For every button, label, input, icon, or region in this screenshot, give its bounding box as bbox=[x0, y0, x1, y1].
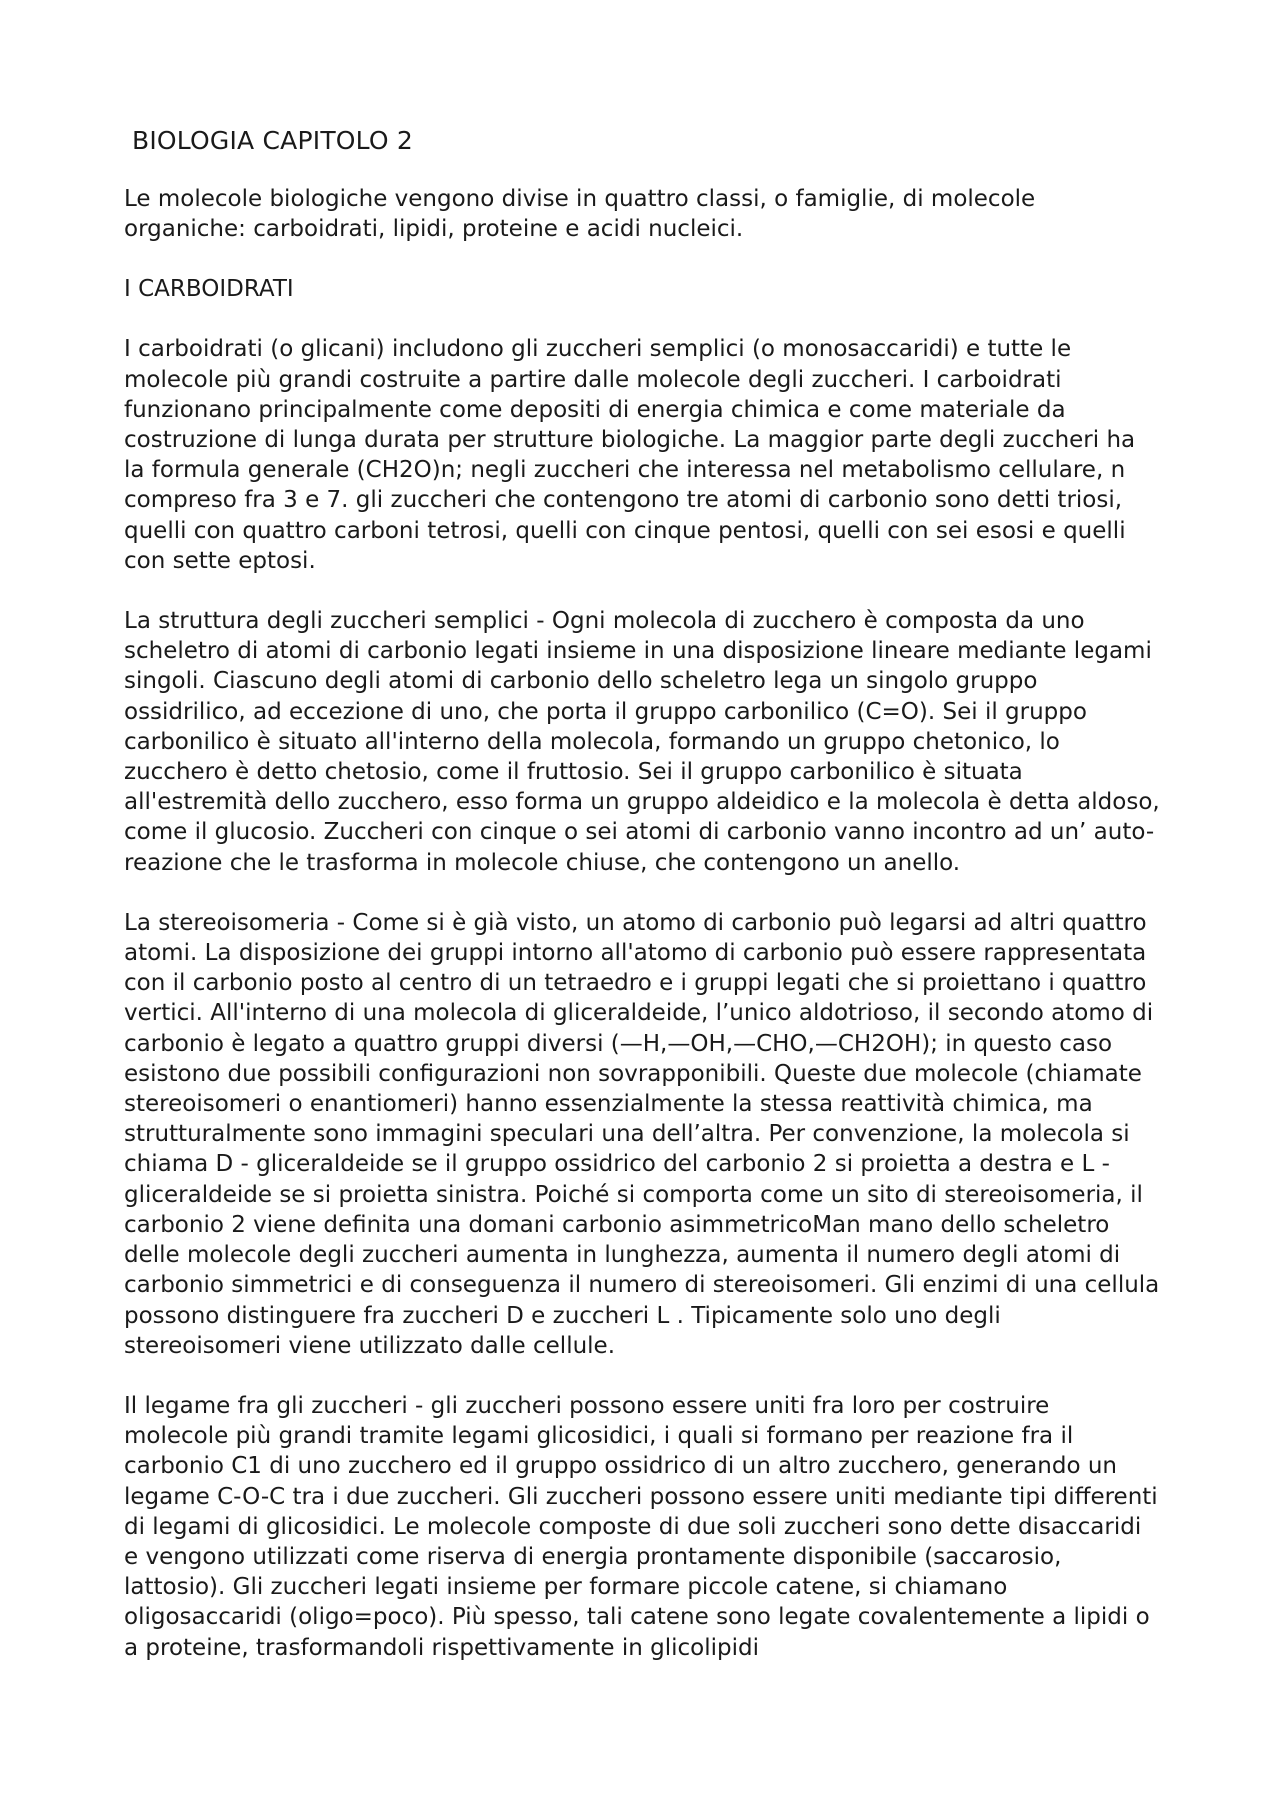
document-title: BIOLOGIA CAPITOLO 2 bbox=[132, 126, 414, 155]
paragraph-carboidrati: I carboidrati (o glicani) includono gli zuccheri semplici (o monosaccaridi) e tutte le molecole più grandi costruite a partire dalle molecole degli zuccheri. I carboidrati funzionano principalmente come depositi di energia chimica e come materiale da costruzione di lunga durata per strutture biologiche. La maggior parte degli zuccheri ha la formula generale (CH2O)n; negli zuccheri che interessa nel metabolismo cellulare, n compreso fra 3 e 7. gli zuccheri che contengono tre atomi di carbonio sono detti triosi, quelli con quattro carboni tetrosi, quelli con cinque pentosi, quelli con sei esosi e quelli con sette eptosi. bbox=[124, 336, 1136, 574]
section-heading: I CARBOIDRATI bbox=[124, 276, 294, 303]
paragraph-struttura-zuccheri: La struttura degli zuccheri semplici - Ogni molecola di zucchero è composta da uno scheletro di atomi di carbonio legati insieme in una disposizione lineare mediante legami singoli. Ciascuno degli atomi di carbonio dello scheletro lega un singolo gruppo ossidrilico, ad eccezione di uno, che porta il gruppo carbonilico (C=O). Sei il gruppo carbonilico è situato all'interno della molecola, formando un gruppo chetonico, lo zucchero è detto chetosio, come il fruttosio. Sei il gruppo carbonilico è situata all'estremità dello zucchero, esso forma un gruppo aldeidico e la molecola è detta aldoso, come il glucosio. Zuccheri con cinque o sei atomi di carbonio vanno incontro ad un’ auto-reazione che le trasforma in molecole chiuse, che contengono un anello. bbox=[124, 608, 1160, 876]
intro-paragraph: Le molecole biologiche vengono divise in quattro classi, o famiglie, di molecole organiche: carboidrati, lipidi, proteine e acidi nucleici. bbox=[124, 186, 1036, 243]
paragraph-stereoisomeria: La stereoisomeria - Come si è già visto, un atomo di carbonio può legarsi ad altri quattro atomi. La disposizione dei gruppi intorno all'atomo di carbonio può essere rappresentata con il carbonio posto al centro di un tetraedro e i gruppi legati che si proiettano i quattro vertici. All'interno di una molecola di gliceraldeide, l’unico aldotrioso, il secondo atomo di carbonio è legato a quattro gruppi diversi (—H,—OH,—CHO,—CH2OH); in questo caso esistono due possibili configurazioni non sovrapponibili. Queste due molecole (chiamate stereoisomeri o enantiomeri) hanno essenzialmente la stessa reattività chimica, ma strutturalmente sono immagini speculari una dell’altra. Per convenzione, la molecola si chiama D - gliceraldeide se il gruppo ossidrico del carbonio 2 si proietta a destra e L - gliceraldeide se si proietta sinistra. Poiché si comporta come un sito di stereoisomeria, il carbonio 2 viene definita una domani carbonio asimmetricoMan mano dello scheletro delle molecole degli zuccheri aumenta in lunghezza, aumenta il numero degli atomi di carbonio simmetrici e di conseguenza il numero di stereoisomeri. Gli enzimi di una cellula possono distinguere fra zuccheri D e zuccheri L . Tipicamente solo uno degli stereoisomeri viene utilizzato dalle cellule. bbox=[124, 909, 1160, 1359]
paragraph-legame-zuccheri: Il legame fra gli zuccheri - gli zuccheri possono essere uniti fra loro per costruire molecole più grandi tramite legami glicosidici, i quali si formano per reazione fra il carbonio C1 di uno zucchero ed il gruppo ossidrico di un altro zucchero, generando un legame C-O-C tra i due zuccheri. Gli zuccheri possono essere uniti mediante tipi differenti di legami di glicosidici. Le molecole composte di due soli zuccheri sono dette disaccaridi e vengono utilizzati come riserva di energia prontamente disponibile (saccarosio, lattosio). Gli zuccheri legati insieme per formare piccole catene, si chiamano oligosaccaridi (oligo=poco). Più spesso, tali catene sono legate covalentemente a lipidi o a proteine, trasformandoli rispettivamente in glicolipidi bbox=[124, 1392, 1158, 1661]
